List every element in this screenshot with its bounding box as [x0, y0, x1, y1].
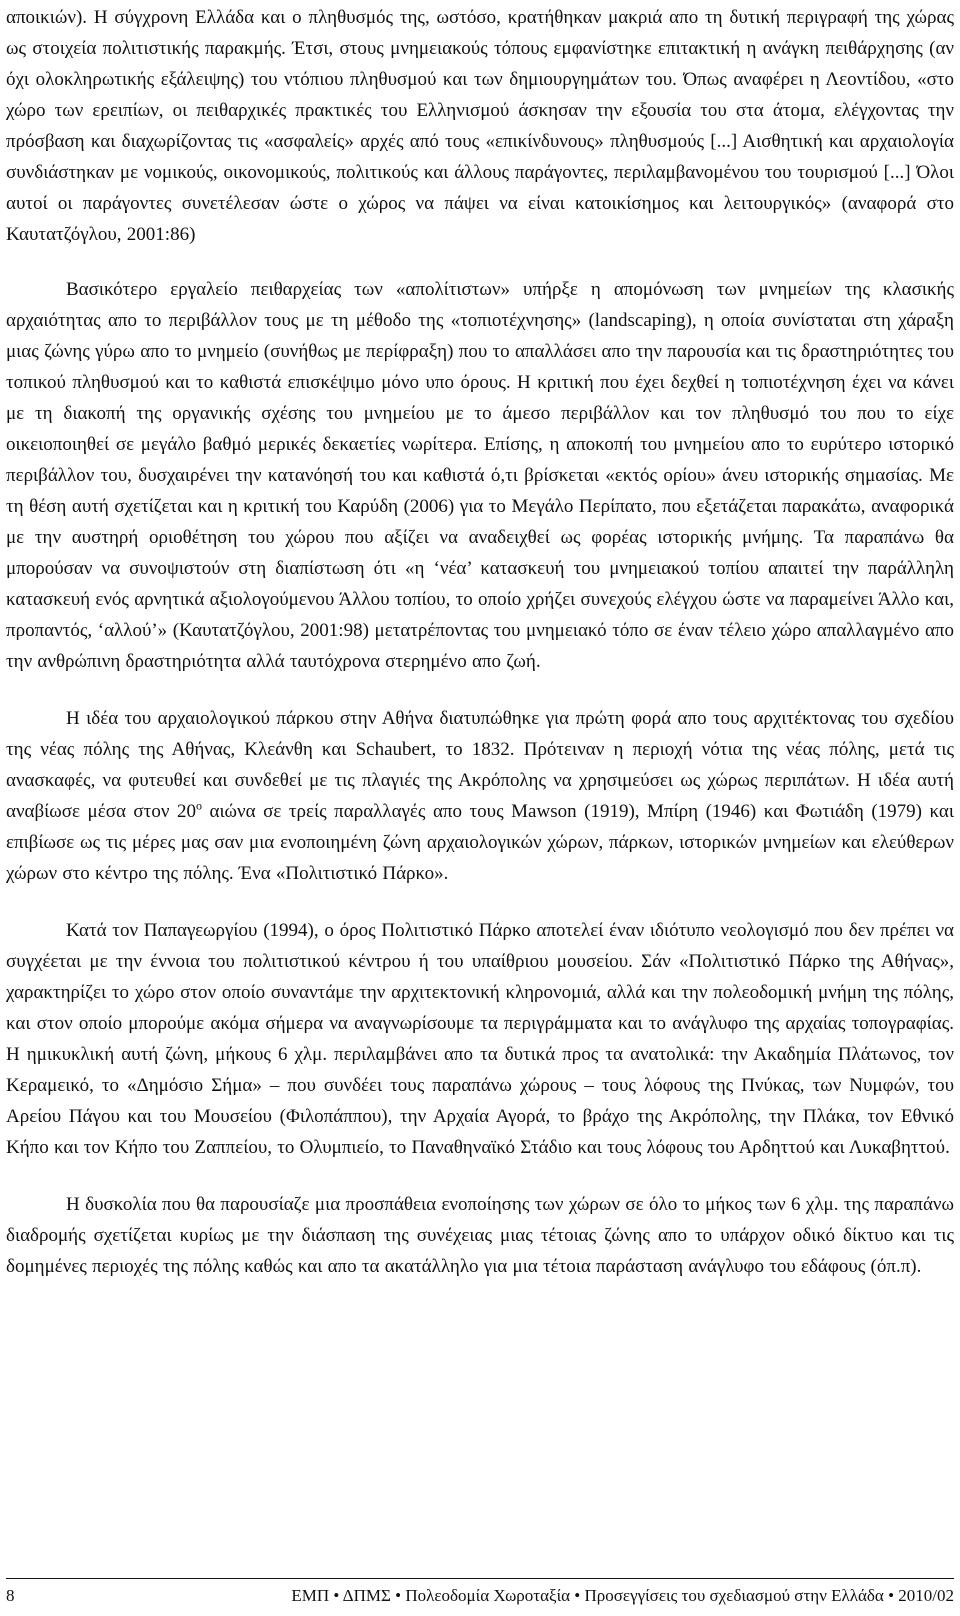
superscript-ordinal: ο: [195, 798, 202, 813]
document-page: [6, 0, 954, 1282]
paragraph-difficulty: [6, 1189, 954, 1282]
paragraph-landscaping: [6, 274, 954, 677]
footer-divider: [6, 1578, 954, 1579]
paragraph-archaeological-park: [6, 703, 954, 889]
paragraph-text: αποικιών). Η σύγχρονη Ελλάδα και ο πληθυσμός της, ωστόσο, κρατήθηκαν μακριά απο τη δυτική περιγραφή της χώρας ως στοιχεία πολιτιστικής παρακμής. Έτσι, στους μνημειακούς τόπους εμφανίστηκε επιτακτική η ανάγκη πειθάρχησης (αν όχι ολοκληρωτικής εξάλειψης) του ντόπιου πληθυσμού και των δημιουργημάτων του. Όπως αναφέρει η Λεοντίδου, «στο χώρο των ερειπίων, οι πειθαρχικές πρακτικές του Ελληνισμού άσκησαν την εξουσία του στα άτομα, ελέγχοντας την πρόσβαση και διαχωρίζοντας τις «ασφαλείς» αρχές από τους «επικίνδυνους» πληθυσμούς [...] Αισθητική και αρχαιολογία συνδιάστηκαν με νομικούς, οικονομικούς, πολιτικούς και άλλους παράγοντες, περιλαμβανομένου του τουρισμού [...] Όλοι αυτοί οι παράγοντες συνετέλεσαν ώστε ο χώρος να πάψει να είναι κατοικίσημος και λειτουργικός» (αναφορά στο Καυτατζόγλου, 2001:86): [6, 7, 954, 245]
paragraph-text: αιώνα σε τρείς παραλλαγές απο τους Mawson (1919), Μπίρη (1946) και Φωτιάδη (1979) και επιβίωσε ως τις μέρες μας σαν μια ενοποιημένη ζώνη αρχαιολογικών χώρων, πάρκων, ιστορικών μνημείων και ελεύθερων χώρων στο κέντρο της πόλης. Ένα «Πολιτιστικό Πάρκο».: [6, 801, 954, 884]
page-number: 8: [6, 1586, 15, 1605]
running-title: ΕΜΠ • ΔΠΜΣ • Πολεοδομία Χωροταξία • Προσεγγίσεις του σχεδιασμού στην Ελλάδα • 2010/02: [291, 1586, 954, 1605]
paragraph-continuation: [6, 2, 954, 250]
page-footer: [6, 1578, 954, 1610]
paragraph-text: Βασικότερο εργαλείο πειθαρχείας των «απολίτιστων» υπήρξε η απομόνωση των μνημείων της κλασικής αρχαιότητας απο το περιβάλλον τους με τη μέθοδο της «τοπιοτέχνησης» (landscaping), η οποία συνίσταται στη χάραξη μιας ζώνης γύρω απο το μνημείο (συνήθως με περίφραξη) που το απαλλάσει απο την παρουσία και τις δραστηριότητες του τοπικού πληθυσμού και το καθιστά επισκέψιμο μόνο υπο όρους. Η κριτική που έχει δεχθεί η τοπιοτέχνηση έχει να κάνει με τη διακοπή της οργανικής σχέσης του μνημείου με το άμεσο περιβάλλον και τον πληθυσμό του που το είχε οικειοποιηθεί σε μεγάλο βαθμό μερικές δεκαετίες νωρίτερα. Επίσης, η αποκοπή του μνημείου απο το ευρύτερο ιστορικό περιβάλλον του, δυσχαιρένει την κατανόησή του και καθιστά ό,τι βρίσκεται «εκτός ορίου» άνευ ιστορικής σημασίας. Με τη θέση αυτή σχετίζεται και η κριτική του Καρύδη (2006) για το Μεγάλο Περίπατο, που εξετάζεται παρακάτω, αναφορικά με την αυστηρή οριοθέτηση του χώρου που αξίζει να αναδειχθεί ως φορέας ιστορικής μνήμης. Τα παραπάνω θα μπορούσαν να συνοψιστούν στη διαπίστωση ότι «η ‘νέα’ κατασκευή του μνημειακού τοπίου απαιτεί την παράλληλη κατασκευή ενός αρνητικά αξιολογούμενου Άλλου τοπίου, το οποίο χρήζει συνεχούς ελέγχου ώστε να παραμείνει Άλλο και, προπαντός, ‘αλλού’» (Καυτατζόγλου, 2001:98) μετατρέποντας του μνημειακό τόπο σε έναν τέλειο χώρο απαλλαγμένο απο την ανθρώπινη δραστηριότητα αλλά ταυτόχρονα στερημένο απο ζωή.: [6, 279, 954, 672]
paragraph-text: Η ιδέα του αρχαιολογικού πάρκου στην Αθήνα διατυπώθηκε για πρώτη φορά απο τους αρχιτέκτονας του σχεδίου της νέας πόλης της Αθήνας, Κλεάνθη και Schaubert, το 1832. Πρότειναν η περιοχή νότια της νέας πόλης, μετά τις ανασκαφές, να φυτευθεί και συνδεθεί με τις πλαγιές της Ακρόπολης να χρησιμεύσει ως χώρως περιπάτων. Η ιδέα αυτή αναβίωσε μέσα στον 20: [6, 708, 954, 822]
paragraph-text: Κατά τον Παπαγεωργίου (1994), ο όρος Πολιτιστικό Πάρκο αποτελεί έναν ιδιότυπο νεολογισμό που δεν πρέπει να συγχέεται με την έννοια του πολιτιστικού κέντρου ή του υπαίθριου μουσείου. Σάν «Πολιτιστικό Πάρκο της Αθήνας», χαρακτηρίζει το χώρο στον οποίο συναντάμε την αρχιτεκτονική κληρονομιά, αλλά και την πολεοδομική μνήμη της πόλης, και στον οποίο μπορούμε ακόμα σήμερα να αναγνωρίσουμε τα περιγράμματα και το ανάγλυφο της αρχαίας τοπογραφίας. Η ημικυκλική αυτή ζώνη, μήκους 6 χλμ. περιλαμβάνει απο τα δυτικά προς τα ανατολικά: την Ακαδημία Πλάτωνος, τον Κεραμεικό, το «Δημόσιο Σήμα» – που συνδέει τους παραπάνω χώρους – τους λόφους της Πνύκας, των Νυμφών, του Αρείου Πάγου και του Μουσείου (Φιλοπάππου), την Αρχαία Αγορά, το βράχο της Ακρόπολης, την Πλάκα, τον Εθνικό Κήπο και τον Κήπο του Ζαππείου, το Ολυμπιείο, το Παναθηναϊκό Στάδιο και τους λόφους του Αρδηττού και Λυκαβηττού.: [6, 920, 954, 1158]
paragraph-text: Η δυσκολία που θα παρουσίαζε μια προσπάθεια ενοποίησης των χώρων σε όλο το μήκος των 6 χλμ. της παραπάνω διαδρομής σχετίζεται κυρίως με την διάσπαση της συνέχειας μιας τέτοιας ζώνης απο το υπάρχον οδικό δίκτυο και τις δομημένες περιοχές της πόλης καθώς και απο τα ακατάλληλο για μια τέτοια παράσταση ανάγλυφο του εδάφους (όπ.π).: [6, 1194, 954, 1277]
paragraph-cultural-park: [6, 915, 954, 1163]
